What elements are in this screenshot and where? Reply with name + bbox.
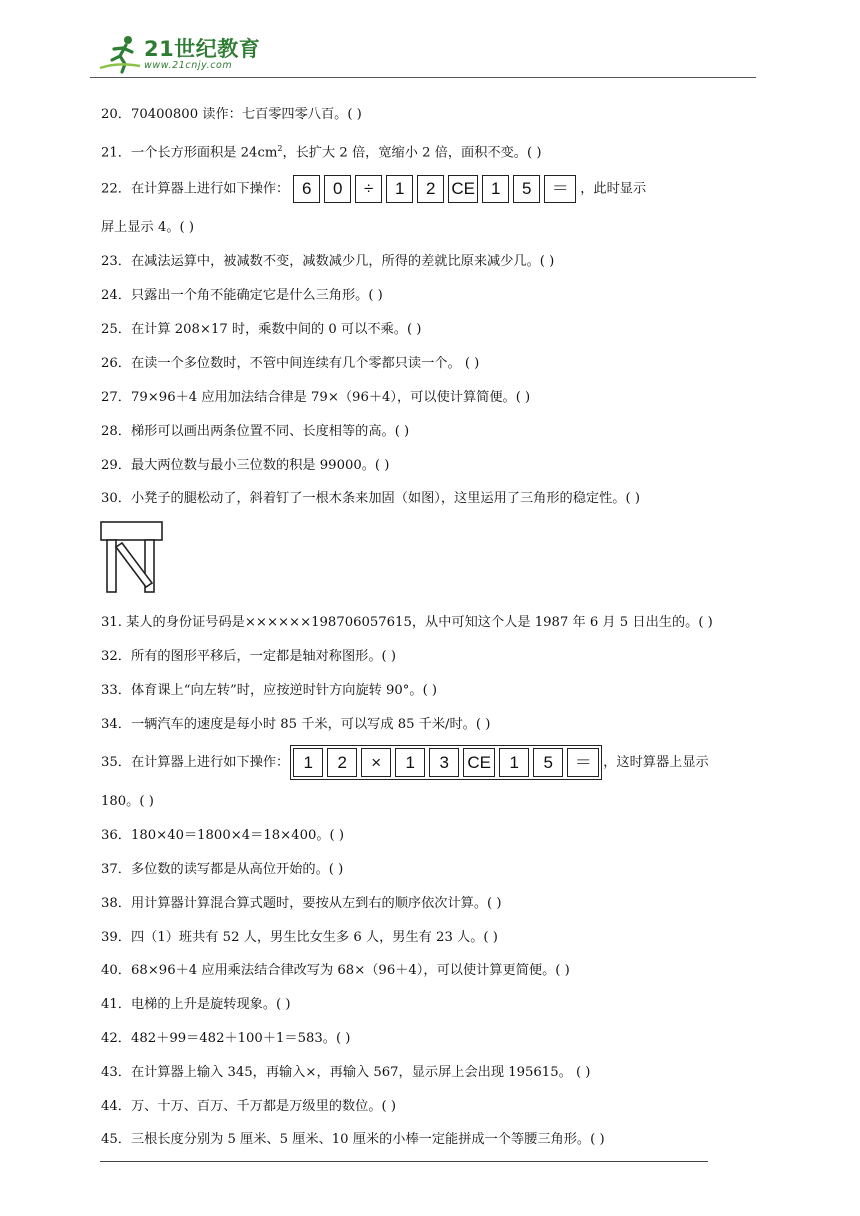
question-35-text-a: 35．在计算器上进行如下操作： <box>101 755 290 770</box>
question-35-text-b: ，这时算器上显示 <box>603 755 709 770</box>
runner-logo-icon <box>98 34 142 74</box>
question-41: 41．电梯的上升是旋转现象。( ) <box>101 997 291 1012</box>
calc-key: 3 <box>429 748 459 777</box>
question-35-continued: 180。( ) <box>101 794 154 809</box>
question-27: 27．79×96＋4 应用加法结合律是 79×（96＋4），可以使计算简便。( ) <box>101 390 531 405</box>
calc-key: 1 <box>293 748 323 777</box>
question-32: 32．所有的图形平移后，一定都是轴对称图形。( ) <box>101 649 397 664</box>
question-21-text-a: 21．一个长方形面积是 24cm <box>101 145 278 161</box>
question-24: 24．只露出一个角不能确定它是什么三角形。( ) <box>101 288 383 303</box>
question-22-continued: 屏上显示 4。( ) <box>101 220 195 235</box>
stool-figure <box>100 521 166 595</box>
calc-key: 5 <box>533 748 563 777</box>
calc-key: CE <box>463 748 495 777</box>
question-20: 20．70400800 读作：七百零四零八百。( ) <box>101 107 362 122</box>
calc-key: 2 <box>327 748 357 777</box>
question-38: 38．用计算器计算混合算式题时，要按从左到右的顺序依次计算。( ) <box>101 896 502 911</box>
question-44: 44．万、十万、百万、千万都是万级里的数位。( ) <box>101 1099 397 1114</box>
calc-key: ÷ <box>355 175 382 203</box>
calc-key: 2 <box>417 175 444 203</box>
question-39: 39．四（1）班共有 52 人，男生比女生多 6 人，男生有 23 人。( ) <box>101 930 498 945</box>
calc-key: 5 <box>513 175 540 203</box>
question-40: 40．68×96＋4 应用乘法结合律改写为 68×（96＋4），可以使计算更简便。( ) <box>101 963 570 978</box>
question-36: 36．180×40＝1800×4＝18×400。( ) <box>101 828 345 843</box>
question-22-text-a: 22．在计算器上进行如下操作： <box>101 181 290 197</box>
calc-key: 0 <box>324 175 351 203</box>
calc-key: ＝ <box>544 175 576 203</box>
question-37: 37．多位数的读写都是从高位开始的。( ) <box>101 862 344 877</box>
calc-key: CE <box>448 175 478 203</box>
question-25: 25．在计算 208×17 时，乘数中间的 0 可以不乘。( ) <box>101 322 422 337</box>
logo-title: 21世纪教育 <box>144 36 261 61</box>
question-28: 28．梯形可以画出两条位置不同、长度相等的高。( ) <box>101 424 410 439</box>
calculator-keys-22 <box>293 175 576 203</box>
logo <box>98 34 260 74</box>
calc-key: 1 <box>499 748 529 777</box>
question-31: 31. 某人的身份证号码是××××××198706057615，从中可知这个人是 1987 年 6 月 5 日出生的。( ) <box>101 615 713 630</box>
question-33: 33．体育课上“向左转”时，应按逆时针方向旋转 90°。( ) <box>101 683 438 698</box>
question-23: 23．在减法运算中，被减数不变，减数减少几，所得的差就比原来减少几。( ) <box>101 254 555 269</box>
calc-key: × <box>361 748 391 777</box>
question-34: 34．一辆汽车的速度是每小时 85 千米，可以写成 85 千米/时。( ) <box>101 717 491 732</box>
question-22-text-b: ，此时显示 <box>580 181 647 197</box>
calc-key: 1 <box>386 175 413 203</box>
question-42: 42．482＋99＝482＋100＋1＝583。( ) <box>101 1031 351 1046</box>
question-21-text-b: ，长扩大 2 倍，宽缩小 2 倍，面积不变。( ) <box>282 145 542 161</box>
question-22 <box>101 175 646 204</box>
question-21-superscript: 2 <box>277 144 283 153</box>
question-29: 29．最大两位数与最小三位数的积是 99000。( ) <box>101 458 390 473</box>
calc-key: ＝ <box>567 748 599 777</box>
question-21 <box>101 140 541 162</box>
question-26: 26．在读一个多位数时，不管中间连续有几个零都只读一个。 ( ) <box>101 356 480 371</box>
page-header <box>90 28 756 80</box>
footer-divider <box>100 1161 708 1162</box>
logo-url: www.21cnjy.com <box>144 59 233 71</box>
calc-key: 6 <box>293 175 320 203</box>
calc-key: 1 <box>395 748 425 777</box>
question-30: 30．小凳子的腿松动了，斜着钉了一根木条来加固（如图），这里运用了三角形的稳定性。( ) <box>101 491 640 506</box>
question-45: 45．三根长度分别为 5 厘米、5 厘米、10 厘米的小棒一定能拼成一个等腰三角形。( ) <box>101 1132 605 1147</box>
calc-key: 1 <box>482 175 509 203</box>
question-35 <box>101 748 709 778</box>
header-divider <box>90 77 756 78</box>
question-43: 43．在计算器上输入 345，再输入×，再输入 567，显示屏上会出现 195615。 ( ) <box>101 1065 591 1080</box>
calculator-keys-35 <box>293 748 599 777</box>
